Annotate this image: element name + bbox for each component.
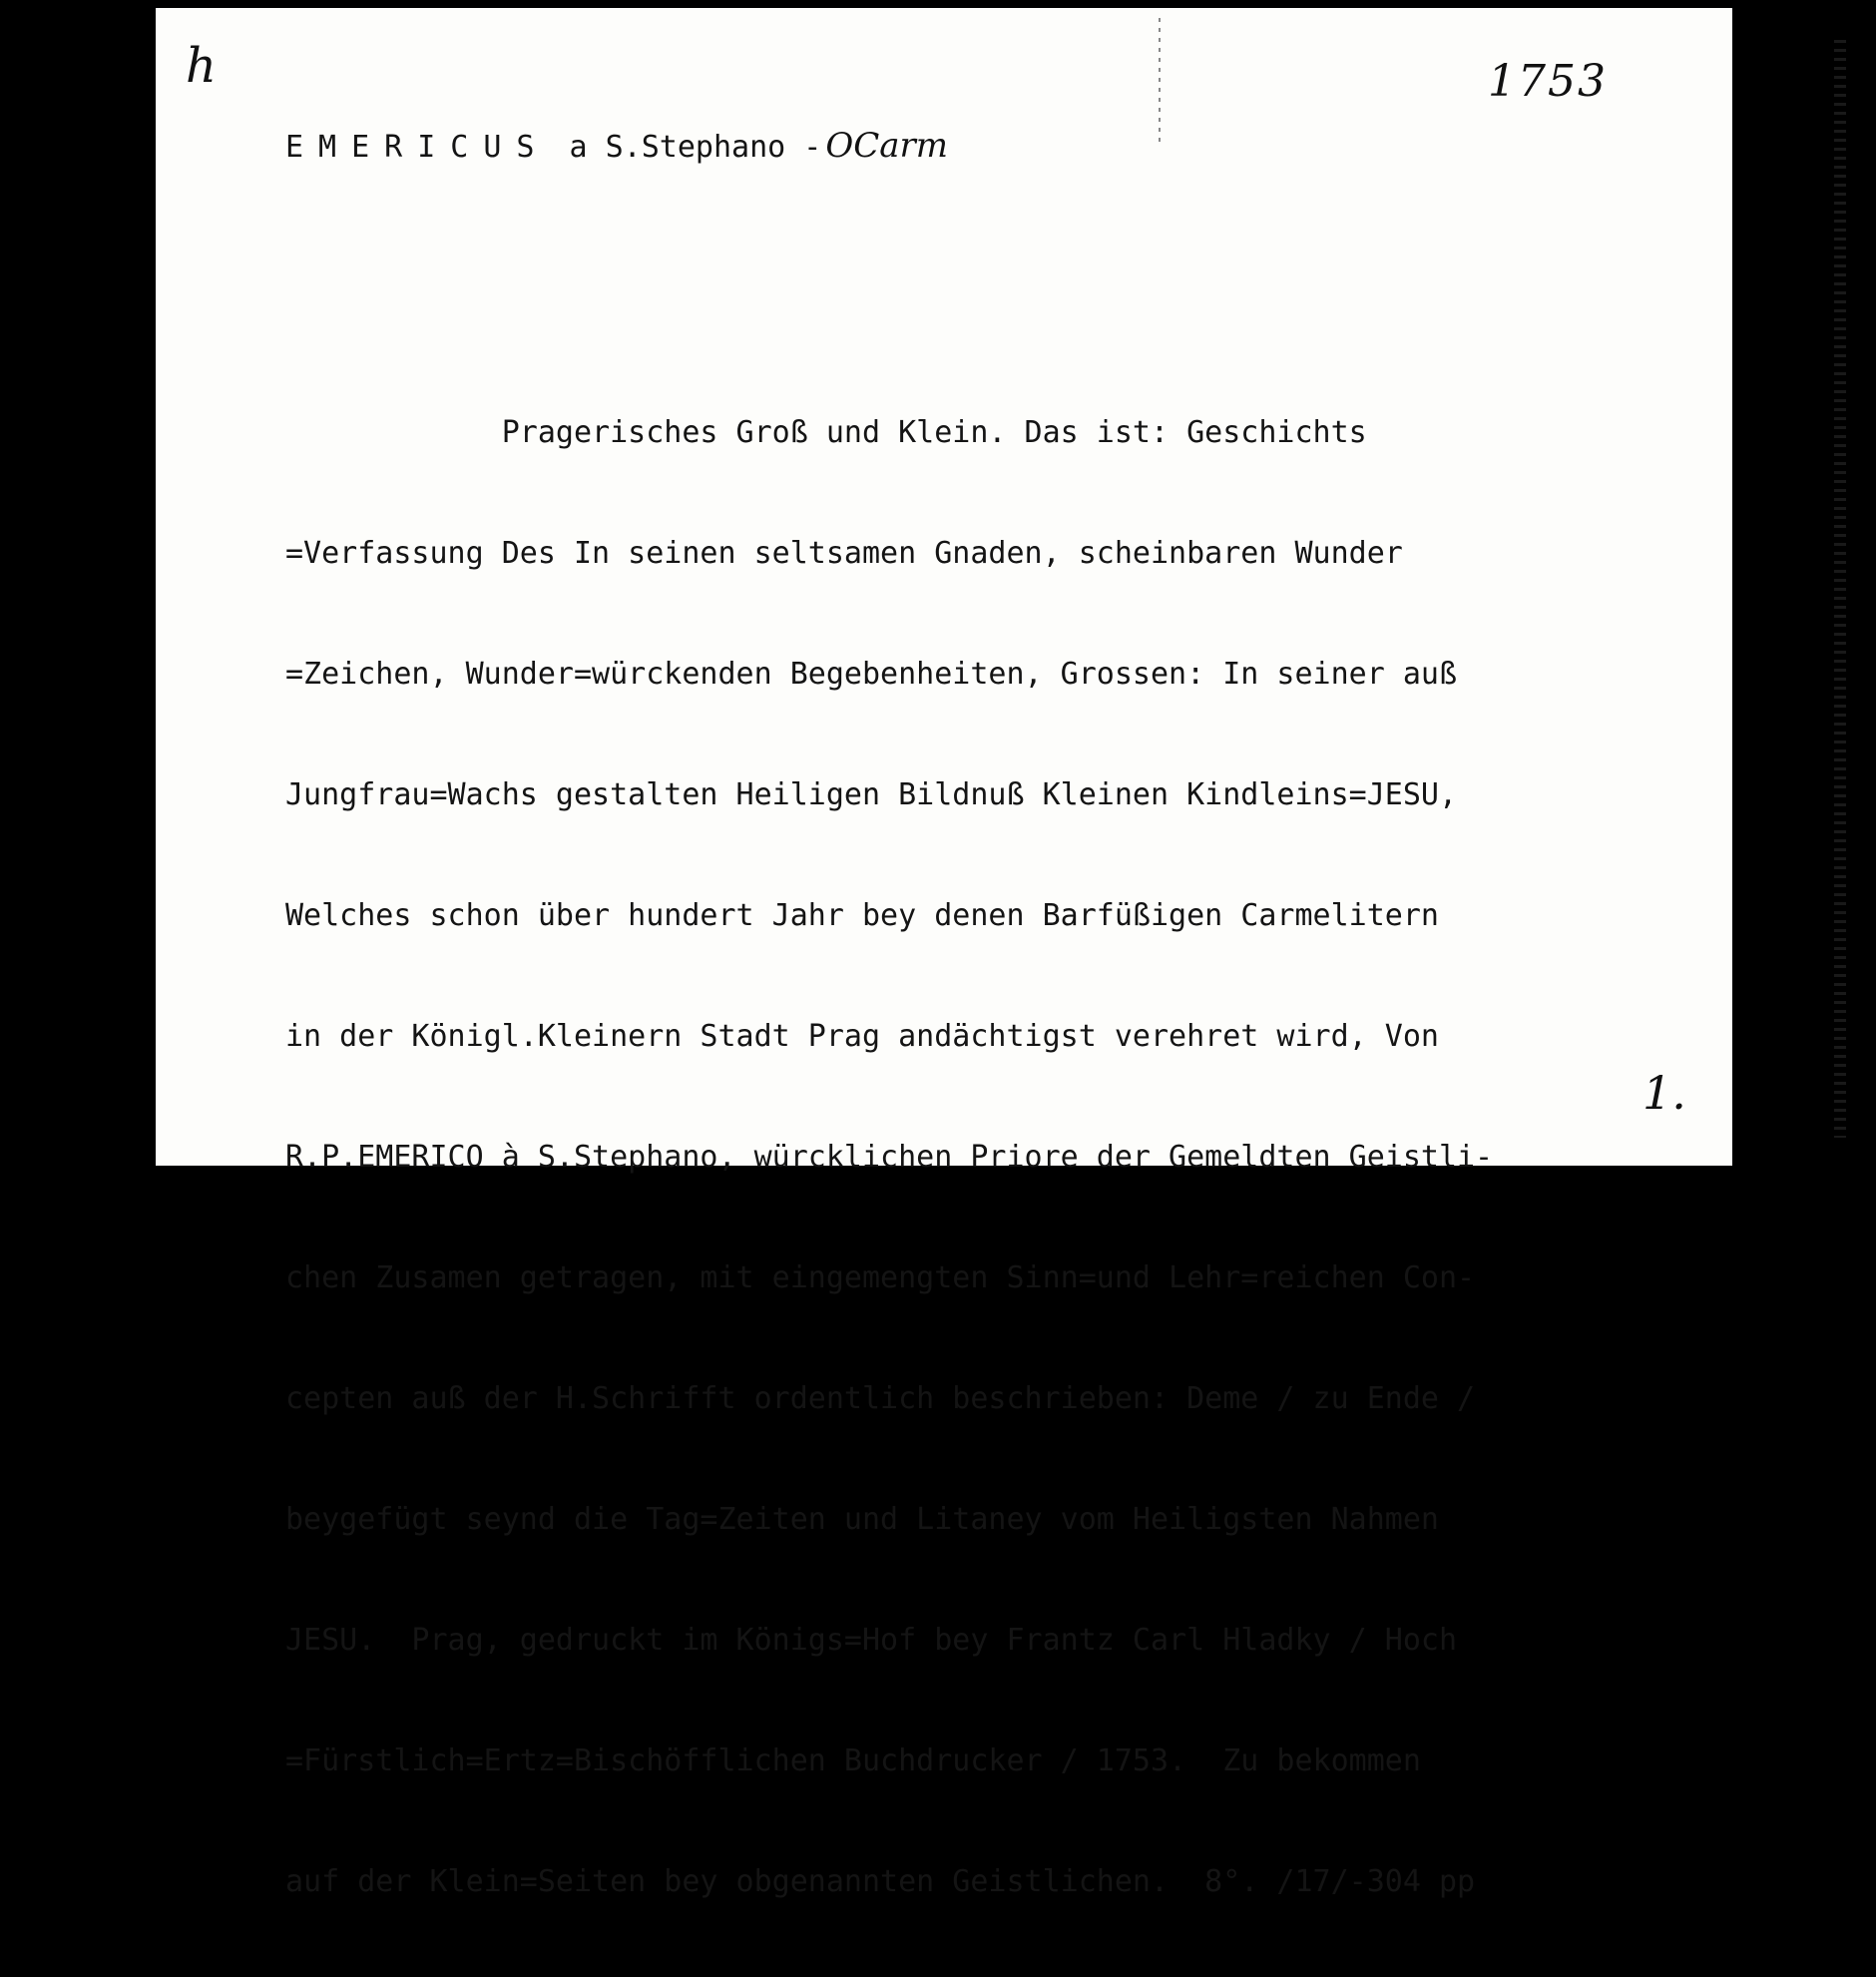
handwritten-page-number: 1. (1642, 1066, 1686, 1120)
text-line: JESU. Prag, gedruckt im Königs=Hof bey Frantz Carl Hladky / Hoch (285, 1623, 1457, 1658)
handwritten-order: OCarm (825, 126, 949, 166)
text-line: Welches schon über hundert Jahr bey denen Barfüßigen Carmelitern (285, 898, 1439, 933)
author-epithet: a S.Stephano - (569, 130, 822, 165)
text-line: Jungfrau=Wachs gestalten Heiligen Bildnuß Kleinen Kindleins=JESU, (285, 777, 1457, 812)
text-line: beygefügt seynd die Tag=Zeiten und Litaney vom Heiligsten Nahmen (285, 1502, 1439, 1537)
handwritten-year: 1753 (1488, 56, 1608, 107)
text-line: Pragerisches Groß und Klein. Das ist: Geschichts (285, 415, 1367, 450)
title-description (285, 337, 1493, 1977)
text-line: R.P.EMERICO à S.Stephano, würcklichen Priore der Gemeldten Geistli- (285, 1140, 1494, 1175)
scan-edge-noise (1834, 40, 1846, 1138)
text-line: auf der Klein=Seiten bey obgenannten Geistlichen. 8°. /17/-304 pp (285, 1864, 1476, 1899)
text-line: cepten auß der H.Schrifft ordentlich beschrieben: Deme / zu Ende / (285, 1381, 1476, 1416)
text-line: =Fürstlich=Ertz=Bischöfflichen Buchdrucker / 1753. Zu bekommen (285, 1743, 1421, 1778)
text-line: =Verfassung Des In seinen seltsamen Gnaden, scheinbaren Wunder (285, 536, 1403, 571)
text-line: chen Zusamen getragen, mit eingemengten Sinn=und Lehr=reichen Con- (285, 1260, 1476, 1295)
text-line: =Zeichen, Wunder=würckenden Begebenheiten, Grossen: In seiner auß (285, 657, 1457, 692)
text-line: in der Königl.Kleinern Stadt Prag andächtigst verehret wird, Von (285, 1019, 1439, 1054)
handwritten-corner-mark: h (186, 38, 217, 94)
card-heading (285, 126, 948, 166)
scan-artifact (1159, 18, 1161, 148)
catalog-card (156, 8, 1732, 1899)
author-name: EMERICUS (285, 130, 550, 165)
